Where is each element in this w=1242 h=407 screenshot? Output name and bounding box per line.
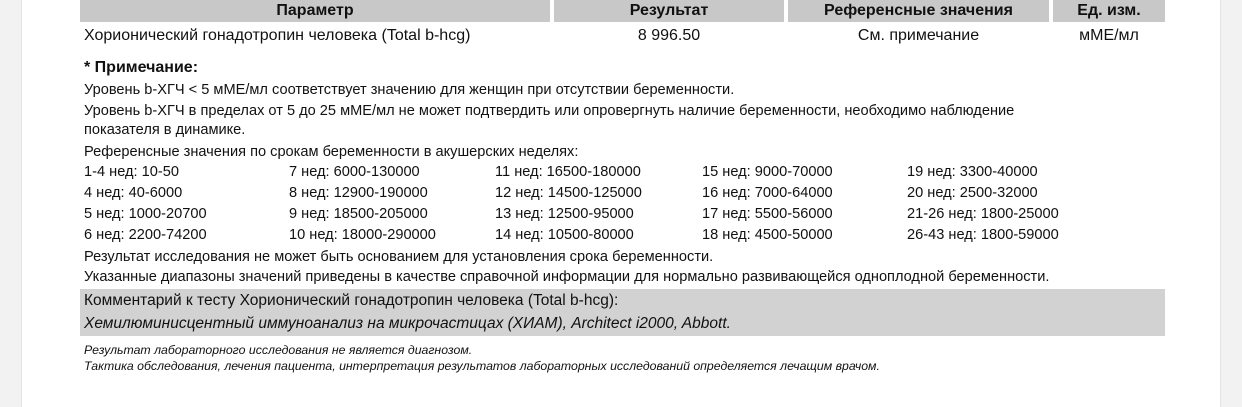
note-line: Уровень b-ХГЧ < 5 мМЕ/мл соответствует значению для женщин при отсутствии беременности. [84, 82, 735, 98]
row-reference: См. примечание [857, 27, 980, 44]
week-range: 10 нед: 18000-290000 [289, 227, 436, 243]
week-range: 20 нед: 2500-32000 [907, 185, 1038, 201]
week-range: 21-26 нед: 1800-25000 [907, 206, 1059, 222]
week-range: 1-4 нед: 10-50 [84, 164, 179, 180]
row-unit: мМЕ/мл [1079, 27, 1139, 44]
row-parameter: Хорионический гонадотропин человека (Total b-hcg) [84, 27, 471, 44]
week-range: 13 нед: 12500-95000 [495, 206, 634, 222]
comment-method: Хемилюминисцентный иммуноанализ на микрочастицах (ХИАМ), Architect i2000, Abbott. [84, 315, 731, 332]
week-range: 4 нед: 40-6000 [84, 185, 183, 201]
disclaimer-line: Результат лабораторного исследования не является диагнозом. [84, 343, 473, 357]
week-range: 15 нед: 9000-70000 [702, 164, 833, 180]
week-range: 6 нед: 2200-74200 [84, 227, 207, 243]
comment-title: Комментарий к тесту Хорионический гонадотропин человека (Total b-hcg): [84, 292, 619, 309]
header-reference: Референсные значения [788, 0, 1049, 22]
week-range: 7 нед: 6000-130000 [289, 164, 420, 180]
note-line: Уровень b-ХГЧ в пределах от 5 до 25 мМЕ/мл не может подтвердить или опровергнуть наличие беременности, необходимо наблюдение [84, 103, 1015, 119]
note-line: Результат исследования не может быть основанием для установления срока беременности. [84, 249, 714, 265]
disclaimer-line: Тактика обследования, лечения пациента, интерпретация результатов лабораторных исследований определяется лечащим врачом. [84, 359, 880, 373]
header-unit: Ед. изм. [1053, 0, 1165, 22]
header-result: Результат [554, 0, 784, 22]
week-range: 17 нед: 5500-56000 [702, 206, 833, 222]
header-parameter: Параметр [80, 0, 550, 22]
note-line: Референсные значения по срокам беременности в акушерских неделях: [84, 144, 579, 160]
week-range: 8 нед: 12900-190000 [289, 185, 428, 201]
week-range: 5 нед: 1000-20700 [84, 206, 207, 222]
test-comment-box [80, 289, 1165, 336]
week-range: 11 нед: 16500-180000 [495, 164, 641, 180]
week-range: 26-43 нед: 1800-59000 [907, 227, 1059, 243]
row-result: 8 996.50 [637, 27, 701, 44]
week-range: 9 нед: 18500-205000 [289, 206, 428, 222]
note-line: Указанные диапазоны значений приведены в качестве справочной информации для нормально развивающейся одноплодной беременности. [84, 269, 1050, 285]
note-title: * Примечание: [84, 59, 199, 76]
week-range: 16 нед: 7000-64000 [702, 185, 833, 201]
week-range: 19 нед: 3300-40000 [907, 164, 1038, 180]
week-range: 14 нед: 10500-80000 [495, 227, 634, 243]
note-line: показателя в динамике. [84, 122, 246, 138]
week-range: 12 нед: 14500-125000 [495, 185, 642, 201]
week-range: 18 нед: 4500-50000 [702, 227, 833, 243]
